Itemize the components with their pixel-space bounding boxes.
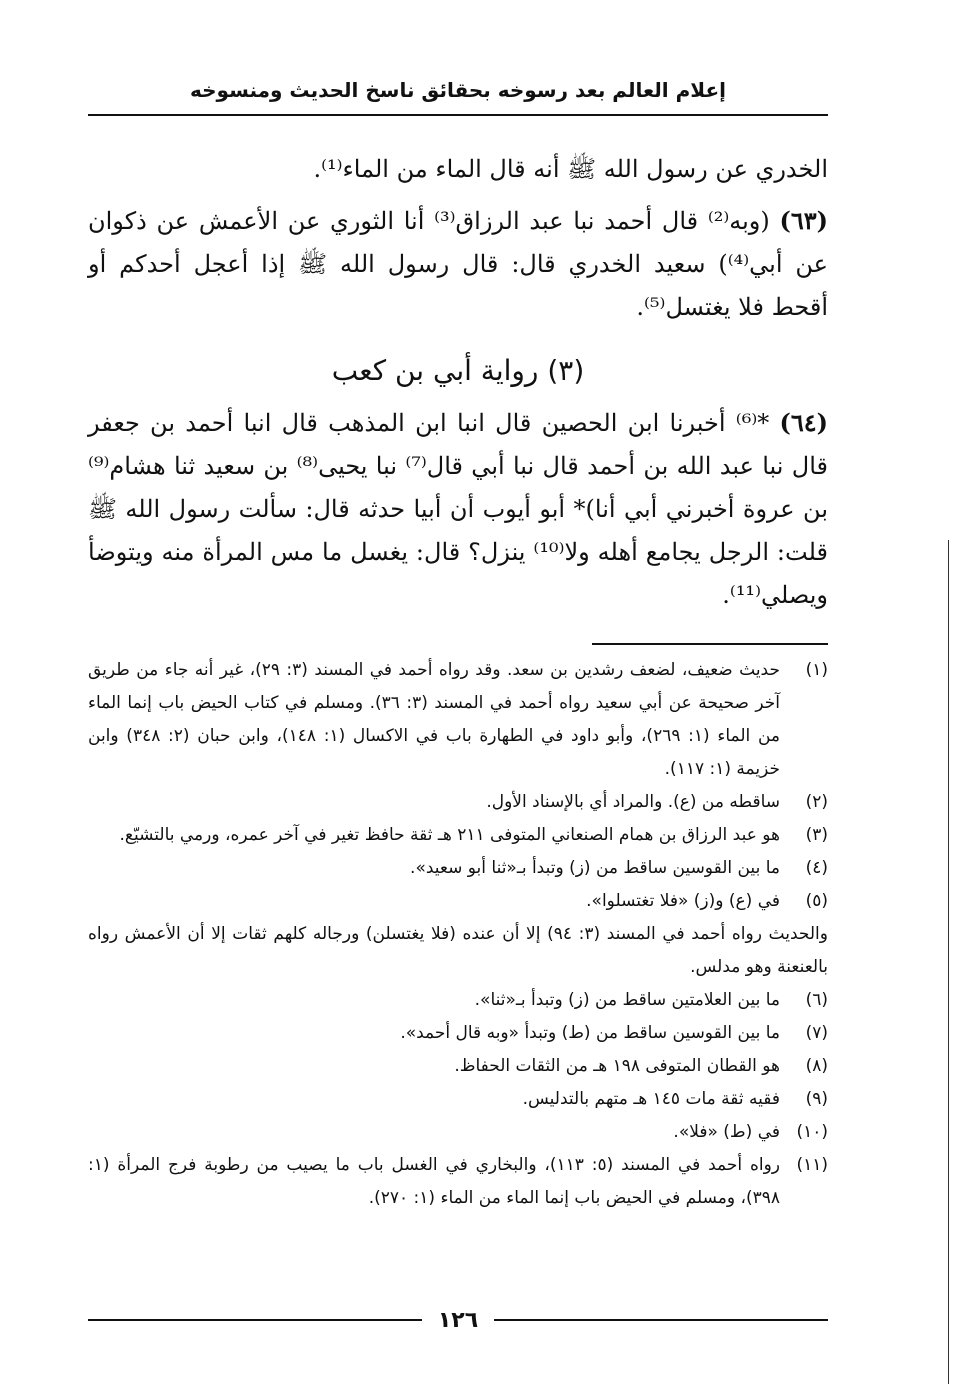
footnote-text: هو عبد الرزاق بن همام الصنعاني المتوفى ٢١١ هـ ثقة حافظ تغير في آخر عمره، ورمي بالتشيّع. [119, 825, 780, 845]
footnote-item [88, 819, 828, 852]
footer-rule-right [494, 1319, 828, 1321]
paragraph-text: الخدري عن رسول الله ﷺ أنه قال الماء من الماء⁽¹⁾. [313, 155, 828, 183]
main-text [88, 148, 828, 625]
footnote-text: في (ط) «فلا». [673, 1122, 780, 1142]
footnote-number: (٦) [805, 990, 828, 1010]
paragraph-text: (وبه⁽²⁾ قال أحمد نبا عبد الرزاق⁽³⁾ أنا الثوري عن الأعمش عن ذكوان عن أبي⁽⁴⁾) سعيد الخدري قال: قال رسول الله ﷺ إذا أعجل أحدكم أو أقحط فلا يغتسل⁽⁵⁾. [88, 207, 829, 321]
footnote-continuation: والحديث رواه أحمد في المسند (٣: ٩٤) إلا أن عنده (فلا يغتسلن) ورجاله كلهم ثقات إلا أن الأعمش رواه بالعنعنة وهو مدلس. [88, 924, 828, 977]
footnote-item [88, 1017, 828, 1050]
hadith-paragraph-63 [88, 199, 828, 329]
footnote-item [88, 984, 828, 1017]
footnote-text: ما بين العلامتين ساقط من (ز) وتبدأ بـ«ثنا». [474, 990, 780, 1010]
paragraph-continuation [88, 148, 828, 191]
hadith-number: (٦٤) [779, 408, 828, 437]
hadith-paragraph-64 [88, 401, 828, 617]
section-heading: (٣) رواية أبي بن كعب [331, 354, 585, 387]
footnote-item [88, 1050, 828, 1083]
footnote-text: فقيه ثقة مات ١٤٥ هـ متهم بالتدليس. [522, 1089, 780, 1109]
footnote-number: (٢) [805, 792, 828, 812]
footnote-item [88, 654, 828, 786]
header-rule [88, 114, 828, 116]
footnote-item [88, 1149, 828, 1215]
page-footer [88, 1302, 828, 1338]
footnote-number: (٣) [805, 825, 828, 845]
footnotes [88, 654, 828, 1215]
page-number: ١٢٦ [437, 1307, 479, 1333]
footnote-number: (١١) [796, 1155, 828, 1175]
footnote-text: ما بين القوسين ساقط من (ط) وتبدأ «وبه قال أحمد». [400, 1023, 780, 1043]
footnote-number: (٤) [805, 858, 828, 878]
footnote-item [88, 852, 828, 885]
footnote-number: (٨) [805, 1056, 828, 1076]
footnote-number: (١٠) [796, 1122, 828, 1142]
footnote-item [88, 786, 828, 819]
footnote-item [88, 1116, 828, 1149]
book-page [88, 0, 828, 1384]
running-header: إعلام العالم بعد رسوخه بحقائق ناسخ الحديث ومنسوخه [190, 78, 726, 102]
footnote-text: هو القطان المتوفى ١٩٨ هـ من الثقات الحفاظ. [454, 1056, 780, 1076]
scan-edge-line [948, 540, 949, 1384]
footnote-number: (٩) [805, 1089, 828, 1109]
footnote-text: ساقطه من (ع). والمراد أي بالإسناد الأول. [486, 792, 780, 812]
paragraph-text: *⁽⁶⁾ أخبرنا ابن الحصين قال انبا ابن المذهب قال انبا أحمد بن جعفر قال نبا عبد الله بن أحمد قال نبا أبي قال⁽⁷⁾ نبا يحيى⁽⁸⁾ بن سعيد ثنا هشام⁽⁹⁾ بن عروة أخبرني أبي أنا)* أبو أيوب أن أبيا حدثه قال: سألت رسول الله ﷺ قلت: الرجل يجامع أهله ولا⁽¹⁰⁾ ينزل؟ قال: يغسل ما مس المرأة منه ويتوضأ ويصلي⁽¹¹⁾. [88, 409, 828, 609]
footnote-item [88, 885, 828, 918]
footnote-text: ما بين القوسين ساقط من (ز) وتبدأ بـ«ثنا أبو سعيد». [410, 858, 780, 878]
footer-rule-left [88, 1319, 422, 1321]
footnote-number: (٧) [805, 1023, 828, 1043]
footnote-item [88, 1083, 828, 1116]
footnote-text: حديث ضعيف، لضعف رشدين بن سعد. وقد رواه أحمد في المسند (٣: ٢٩)، غير أنه جاء من طريق آخر صحيحة عن أبي سعيد رواه أحمد في المسند (٣: ٣٦). ومسلم في كتاب الحيض باب إنما الماء من الماء (١: ٢٦٩)، وأبو داود في الطهارة باب في الاكسال (١: ١٤٨)، وابن حبان (٢: ٣٤٨) وابن خزيمة (١: ١١٧). [88, 660, 780, 779]
hadith-number: (٦٣) [779, 206, 828, 235]
footnote-separator [592, 643, 828, 645]
footnote-number: (١) [805, 660, 828, 680]
footnote-text: رواه أحمد في المسند (٥: ١١٣)، والبخاري في الغسل باب ما يصيب من رطوبة فرج المرأة (١: ٣٩٨)، ومسلم في الحيض باب إنما الماء من الماء (١: ٢٧٠). [88, 1155, 780, 1208]
footnote-text: في (ع) و(ز) «فلا تغتسلوا». [586, 891, 780, 911]
footnote-number: (٥) [805, 891, 828, 911]
